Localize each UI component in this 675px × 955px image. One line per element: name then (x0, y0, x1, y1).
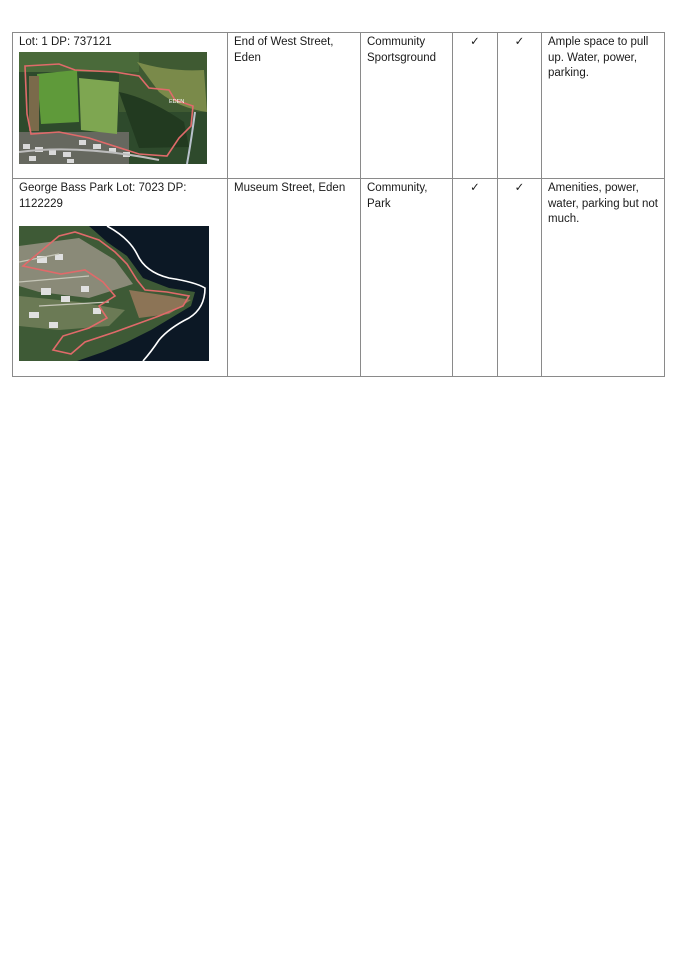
check-mark: ✓ (498, 179, 542, 377)
check-mark: ✓ (453, 33, 498, 179)
aerial-image-sportsground (19, 52, 207, 164)
table-row (13, 33, 665, 179)
lot-cell (13, 33, 228, 179)
location-cell: End of West Street, Eden (228, 33, 361, 179)
type-cell: Community, Park (361, 179, 453, 377)
lot-text: Lot: 1 DP: 737121 (19, 36, 112, 48)
map-label: EDEN (169, 98, 185, 105)
lot-cell (13, 179, 228, 377)
table-row (13, 179, 665, 377)
lot-text: George Bass Park Lot: 7023 DP: 1122229 (19, 182, 187, 210)
location-cell: Museum Street, Eden (228, 179, 361, 377)
type-cell: Community Sportsground (361, 33, 453, 179)
check-mark: ✓ (453, 179, 498, 377)
aerial-image-george-bass-park (19, 226, 209, 361)
check-mark: ✓ (498, 33, 542, 179)
comments-cell: Amenities, power, water, parking but not much. (542, 179, 665, 377)
sites-table (12, 32, 665, 377)
comments-cell: Ample space to pull up. Water, power, parking. (542, 33, 665, 179)
